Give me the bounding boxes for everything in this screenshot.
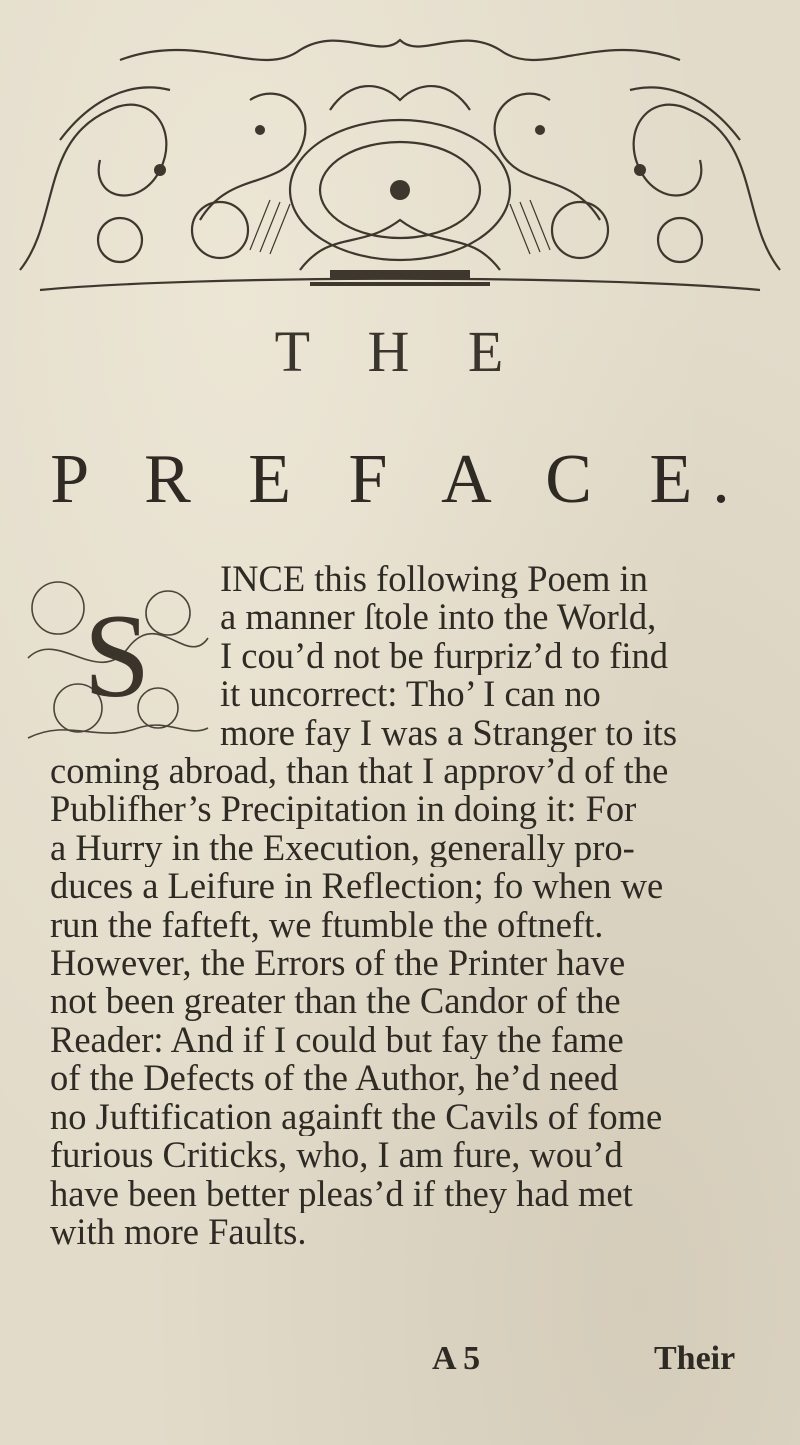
text-line: of the Defects of the Author, he’d need [50,1059,619,1098]
signature-mark: A 5 [432,1340,481,1377]
catchword: Their [654,1340,736,1377]
text-line: no Juftification againft the Cavils of fome [50,1097,663,1137]
text-line: I cou’d not be furpriz’d to find [220,636,668,676]
text-line: duces a Leifure in Reflection; fo when we [50,867,664,906]
preface-text [50,560,770,1251]
text-line: have been better pleas’d if they had met [50,1174,633,1213]
text-line: Publifher’s Precipitation in doing it: For [50,790,637,829]
text-line: INCE this following Poem in [220,560,648,599]
text-line: it uncorrect: Tho’ I can no [220,675,601,714]
heading-the: T H E [274,319,526,384]
text-line: not been greater than the Candor of the [50,982,621,1021]
drop-cap-letter: S [83,589,151,722]
text-line: more fay I was a Stranger to its [220,713,678,753]
text-line: coming abroad, than that I approv’d of the [50,752,669,791]
text-line: with more Faults. [50,1212,307,1252]
text-line: furious Criticks, who, I am fure, wou’d [50,1136,623,1175]
headpiece-ornament [0,20,800,305]
text-line: However, the Errors of the Printer have [50,944,626,983]
text-line: run the fafteft, we ftumble the oftneft. [50,905,604,945]
text-line: Reader: And if I could but fay the fame [50,1020,624,1060]
text-line: a Hurry in the Execution, generally pro- [50,828,635,868]
page-footer [0,1340,800,1390]
text-line: a manner ſtole into the World, [220,598,657,637]
heading-preface: P R E F A C E. [50,441,750,518]
